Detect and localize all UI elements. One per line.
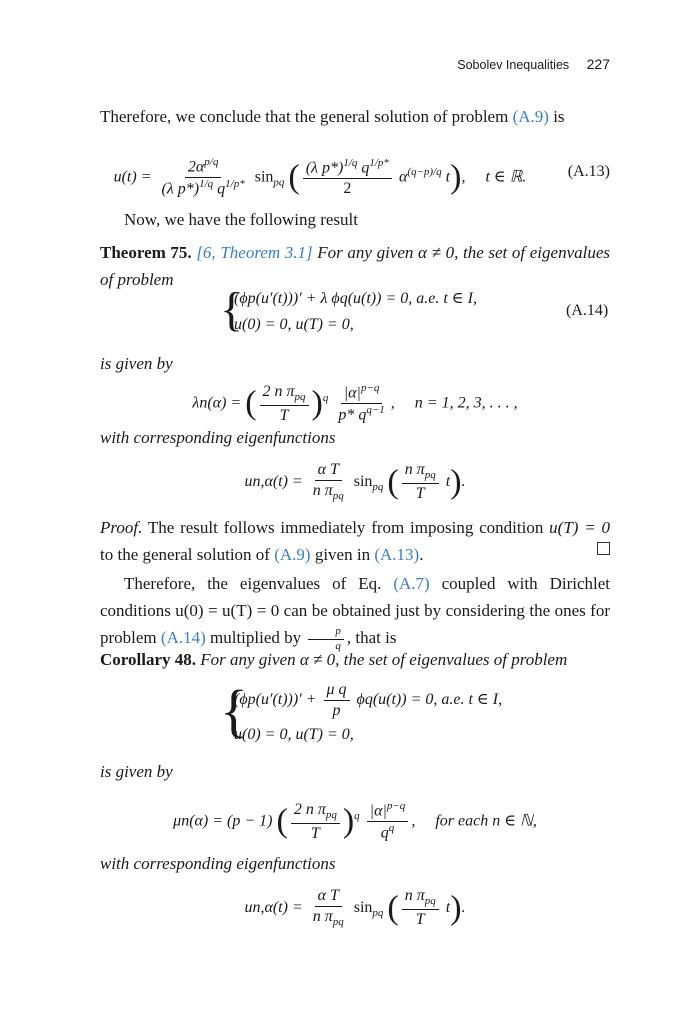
given-by-2: is given by [100,762,173,781]
paragraph-following-result: Now, we have the following result [124,210,359,229]
eigenfunctions-intro-1: with corresponding eigenfunctions [100,428,336,447]
running-header [457,56,610,72]
system-a14: { (ϕp(u′(t)))′ + λ ϕq(u(t)) = 0, a.e. t ∈ I, u(0) = 0, u(T) = 0, (A.14) [220,283,609,336]
running-title: Sobolev Inequalities [457,58,570,72]
corollary-48: Corollary 48. For any given α ≠ 0, the set of eigenvalues of problem [100,650,568,669]
qed-box-icon [597,542,610,555]
ref-a9-proof[interactable]: (A.9) [274,545,311,564]
equation-lambda: λn(α) = ( $\frac{2 n \pi_{pq}}{T}$ )$^q$ $\frac{|\alpha|^{p-q}}{p* q^{q-1}}$ , n = 1, 2, 3, . . . , [192,381,518,424]
ref-a14[interactable]: (A.14) [160,628,206,647]
eigenfunctions-intro-2: with corresponding eigenfunctions [100,854,336,873]
paragraph-eigenvalues: Therefore, the eigenvalues of Eq. (A.7) coupled with Dirichlet conditions u(0) = u(T) = 0 can be obtained just by considering the ones for problem (A.14) multiplied by $\frac{p}{q}$ , that is [100,574,611,652]
ref-a13-proof[interactable]: (A.13) [374,545,420,564]
ref-theorem-source[interactable]: [6, Theorem 3.1] [196,243,313,262]
page-number: 227 [586,56,610,72]
proof: Proof. The result follows immediately from imposing condition u(T) = 0 to the general solution of (A.9) given in (A.13). [100,518,611,564]
equation-eigenfunction-1: un,α(t) = $\frac{\text{α T}}{n \pi_{pq}}$ $\sin_{pq}$ ( $\frac{n \pi_{pq}}{T}$ t). [244,461,466,503]
equation-number-a13: (A.13) [567,163,610,180]
equation-mu: μn(α) = (p − 1) ( $\frac{2 n \pi_{pq}}{T}$ )$^q$ $\frac{|\alpha|^{p-q}}{q^q}$ , for each n ∈ ℕ, [173,799,537,842]
paragraph-conclusion: Therefore, we conclude that the general solution of problem (A.9) is [100,107,565,126]
equation-eigenfunction-2: un,α(t) = $\frac{\text{α T}}{n \pi_{pq}}$ $\sin_{pq}$ ( $\frac{n \pi_{pq}}{T}$ t). [244,887,466,929]
ref-a7[interactable]: (A.7) [393,574,430,593]
given-by-1: is given by [100,354,173,373]
system-corollary: { (ϕp(u′(t)))′ + $\frac{\text{μ q}}{p}$ ϕq(u(t)) = 0, a.e. t ∈ I, u(0) = 0, u(T) = 0, [220,678,503,743]
theorem-75: Theorem 75. [6, Theorem 3.1] For any given α ≠ 0, the set of eigenvalues of problem [100,243,610,289]
equation-number-a14: (A.14) [566,302,609,319]
ref-a9[interactable]: (A.9) [512,107,549,126]
equation-a13: u(t) = $\frac{2\alpha^{p/q}}{(\lambda p*)^{1/q} q^{1/p*}}$ $\sin_{pq}$ ( $\frac{(\lambda p*)^{1/q} q^{1/p*}}{2}$ $\alpha^{(q-p)/q}$ t), t ∈ ℝ. (A.13) [100,146,610,198]
